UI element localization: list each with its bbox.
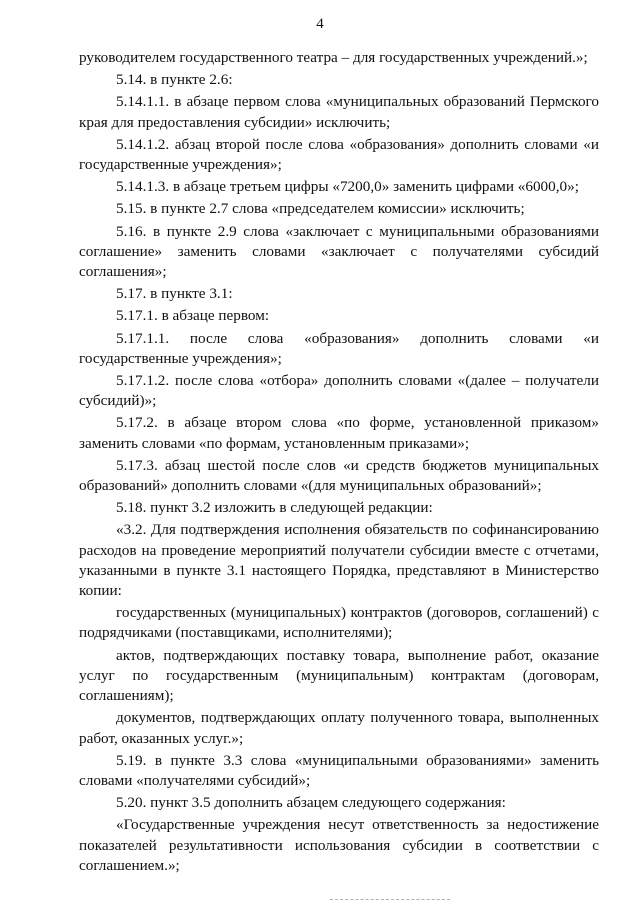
paragraph: 5.17.1.1. после слова «образования» дополнить словами «и государственные учреждения»; [79,329,599,367]
paragraph: 5.17.2. в абзаце втором слова «по форме, установленной приказом» заменить словами «по формам, установленным приказами»; [79,414,599,452]
document-body [79,48,599,878]
paragraph: 5.19. в пункте 3.3 слова «муниципальными образованиями» заменить словами «получателями субсидий»; [79,751,599,789]
paragraph: государственных (муниципальных) контрактов (договоров, соглашений) с подрядчиками (поставщиками, исполнителями); [79,604,599,642]
paragraph: документов, подтверждающих оплату полученного товара, выполненных работ, оказанных услуг.»; [79,709,599,747]
paragraph: 5.14.1.1. в абзаце первом слова «муниципальных образований Пермского края для предоставления субсидии» исключить; [79,93,599,131]
paragraph: 5.20. пункт 3.5 дополнить абзацем следующего содержания: [116,794,506,812]
paragraph: «Государственные учреждения несут ответственность за недостижение показателей результативности использования субсидии в соответствии с соглашением.»; [79,816,599,874]
page-number: 4 [316,16,324,32]
paragraph: 5.16. в пункте 2.9 слова «заключает с муниципальными образованиями соглашение» заменить словами «заключает с получателями субсидий соглашения»; [79,222,599,281]
paragraph: 5.17.1.2. после слова «отбора» дополнить словами «(далее – получатели субсидий)»; [79,372,599,410]
paragraph: «3.2. Для подтверждения исполнения обязательств по софинансированию расходов на проведение мероприятий получатели субсидии вместе с отчетами, указанными в пункте 3.1 настоящего Порядка, представляют в Министерство копии: [79,521,599,600]
paragraph: 5.17. в пункте 3.1: [116,285,233,303]
scan-edge-mark [330,899,450,903]
paragraph: актов, подтверждающих поставку товара, выполнение работ, оказание услуг по государственным (муниципальным) контрактам (договорам, соглашениям); [79,646,599,705]
paragraph: 5.18. пункт 3.2 изложить в следующей редакции: [116,499,433,517]
paragraph: руководителем государственного театра – для государственных учреждений.»; [79,49,588,66]
paragraph: 5.15. в пункте 2.7 слова «председателем комиссии» исключить; [116,200,525,218]
paragraph: 5.17.1. в абзаце первом: [116,307,270,325]
paragraph: 5.17.3. абзац шестой после слов «и средств бюджетов муниципальных образований» дополнить словами «(для муниципальных образований»; [79,456,599,495]
paragraph: 5.14.1.2. абзац второй после слова «образования» дополнить словами «и государственные учреждения»; [79,135,599,174]
paragraph: 5.14. в пункте 2.6: [116,71,233,89]
paragraph: 5.14.1.3. в абзаце третьем цифры «7200,0» заменить цифрами «6000,0»; [116,178,579,196]
